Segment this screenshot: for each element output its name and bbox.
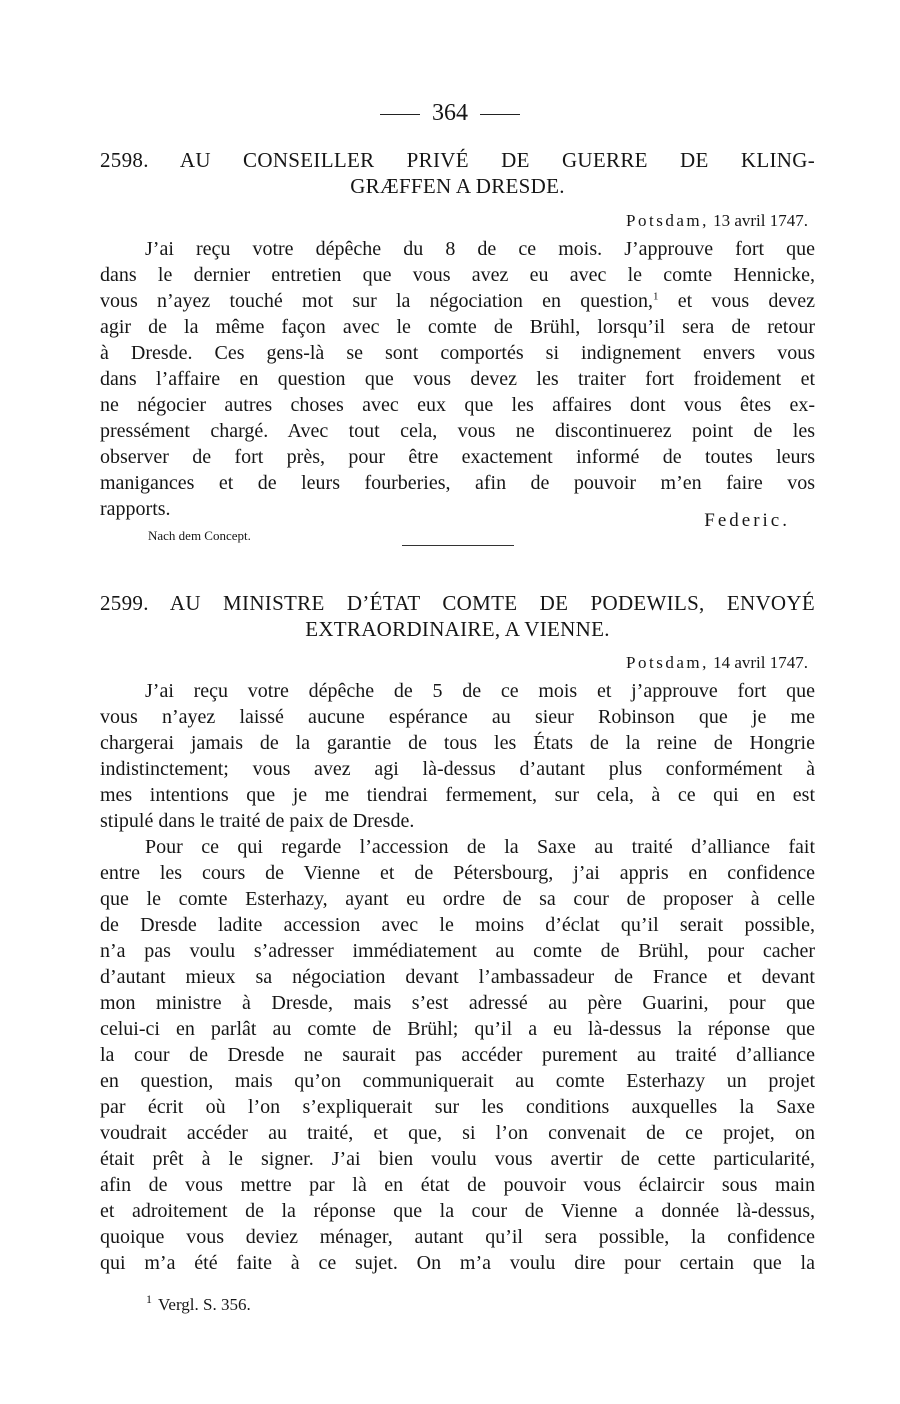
body-line: dans le dernier entretien que vous avez eu avec le comte Hennicke, (100, 264, 815, 286)
body-line: et adroitement de la réponse que la cour de Vienne a donnée là-dessus, (100, 1200, 815, 1222)
body-line: observer de fort près, pour être exactement informé de toutes leurs (100, 446, 815, 468)
body-line: indistinctement; vous avez agi là-dessus d’autant plus conformément à (100, 758, 815, 780)
section-separator (402, 545, 514, 546)
body-line: manigances et de leurs fourberies, afin de pouvoir m’en faire vos (100, 472, 815, 494)
body-line: d’autant mieux sa négociation devant l’ambassadeur de France et devant (100, 966, 815, 988)
body-line: voudrait accéder au traité, et que, si l’on convenait de ce projet, on (100, 1122, 815, 1144)
date-place: Potsdam, (626, 653, 709, 672)
page-number: 364 (432, 100, 468, 126)
letter-title-line: 2598. AU CONSEILLER PRIVÉ DE GUERRE DE KLING- (100, 148, 815, 172)
header-dash-left (380, 114, 420, 115)
date-text: 13 avril 1747. (713, 211, 808, 230)
source-note: Nach dem Concept. (148, 528, 251, 543)
letter-2598-dateline (626, 210, 808, 232)
letter-2598-body (100, 236, 815, 522)
body-line: par écrit où l’on s’expliquerait sur les conditions auxquelles la Saxe (100, 1096, 815, 1118)
letter-2599-dateline (626, 652, 808, 674)
body-line: afin de vous mettre par là en état de pouvoir vous éclaircir sous main (100, 1174, 815, 1196)
signature: Federic. (704, 510, 790, 531)
body-line: mes intentions que je me tiendrai fermement, sur cela, à ce qui en est (100, 784, 815, 806)
body-line: Pour ce qui regarde l’accession de la Saxe au traité d’alliance fait (145, 836, 815, 858)
body-line: quoique vous deviez ménager, autant qu’il sera possible, la confidence (100, 1226, 815, 1248)
body-line: la cour de Dresde ne saurait pas accéder purement au traité d’alliance (100, 1044, 815, 1066)
body-line: de Dresde ladite accession avec le moins d’éclat qu’il serait possible, (100, 914, 815, 936)
body-line: vous n’ayez laissé aucune espérance au sieur Robinson que je me (100, 706, 815, 728)
body-line: à Dresde. Ces gens-là se sont comportés si indignement envers vous (100, 342, 815, 364)
letter-title-line: 2599. AU MINISTRE D’ÉTAT COMTE DE PODEWILS, ENVOYÉ (100, 591, 815, 615)
body-line: celui-ci en parlât au comte de Brühl; qu’il a eu là-dessus la réponse que (100, 1018, 815, 1040)
body-line: n’a pas voulu s’adresser immédiatement au comte de Brühl, pour cacher (100, 940, 815, 962)
letter-2599-title (100, 590, 815, 642)
body-line: rapports. (100, 498, 171, 520)
body-line: pressément chargé. Avec tout cela, vous ne discontinuerez point de les (100, 420, 815, 442)
header-dash-right (480, 114, 520, 115)
letter-2598-title (100, 147, 815, 199)
body-line: était prêt à le signer. J’ai bien voulu vous avertir de cette particularité, (100, 1148, 815, 1170)
date-place: Potsdam, (626, 211, 709, 230)
body-line: agir de la même façon avec le comte de Brühl, lorsqu’il sera de retour (100, 316, 815, 338)
body-line: entre les cours de Vienne et de Pétersbourg, j’ai appris en confidence (100, 862, 815, 884)
body-line: qui m’a été faite à ce sujet. On m’a voulu dire pour certain que la (100, 1252, 815, 1274)
body-line: en question, mais qu’on communiquerait au comte Esterhazy un projet (100, 1070, 815, 1092)
body-line: ne négocier autres choses avec eux que les affaires dont vous êtes ex- (100, 394, 815, 416)
body-line: J’ai reçu votre dépêche du 8 de ce mois. J’approuve fort que (145, 238, 815, 260)
page-header (0, 98, 900, 128)
footnote-text: Vergl. S. 356. (158, 1295, 251, 1314)
body-line-with-footnote: vous n’ayez touché mot sur la négociation en question,$^1$ et vous devez (100, 290, 815, 312)
letter-2599-body (100, 678, 815, 1276)
date-text: 14 avril 1747. (713, 653, 808, 672)
footnote (146, 1294, 251, 1316)
letter-title-line: GRÆFFEN A DRESDE. (350, 174, 565, 198)
footnote-mark: 1 (146, 1292, 152, 1307)
body-line: que le comte Esterhazy, ayant eu ordre de sa cour de proposer à celle (100, 888, 815, 910)
body-line: J’ai reçu votre dépêche de 5 de ce mois et j’approuve fort que (145, 680, 815, 702)
body-line: dans l’affaire en question que vous devez les traiter fort froidement et (100, 368, 815, 390)
body-line: mon ministre à Dresde, mais s’est adressé au père Guarini, pour que (100, 992, 815, 1014)
footnote-ref: 1 (653, 290, 659, 303)
body-line: stipulé dans le traité de paix de Dresde. (100, 810, 415, 832)
letter-title-line: EXTRAORDINAIRE, A VIENNE. (305, 617, 610, 641)
body-line: chargerai jamais de la garantie de tous les États de la reine de Hongrie (100, 732, 815, 754)
